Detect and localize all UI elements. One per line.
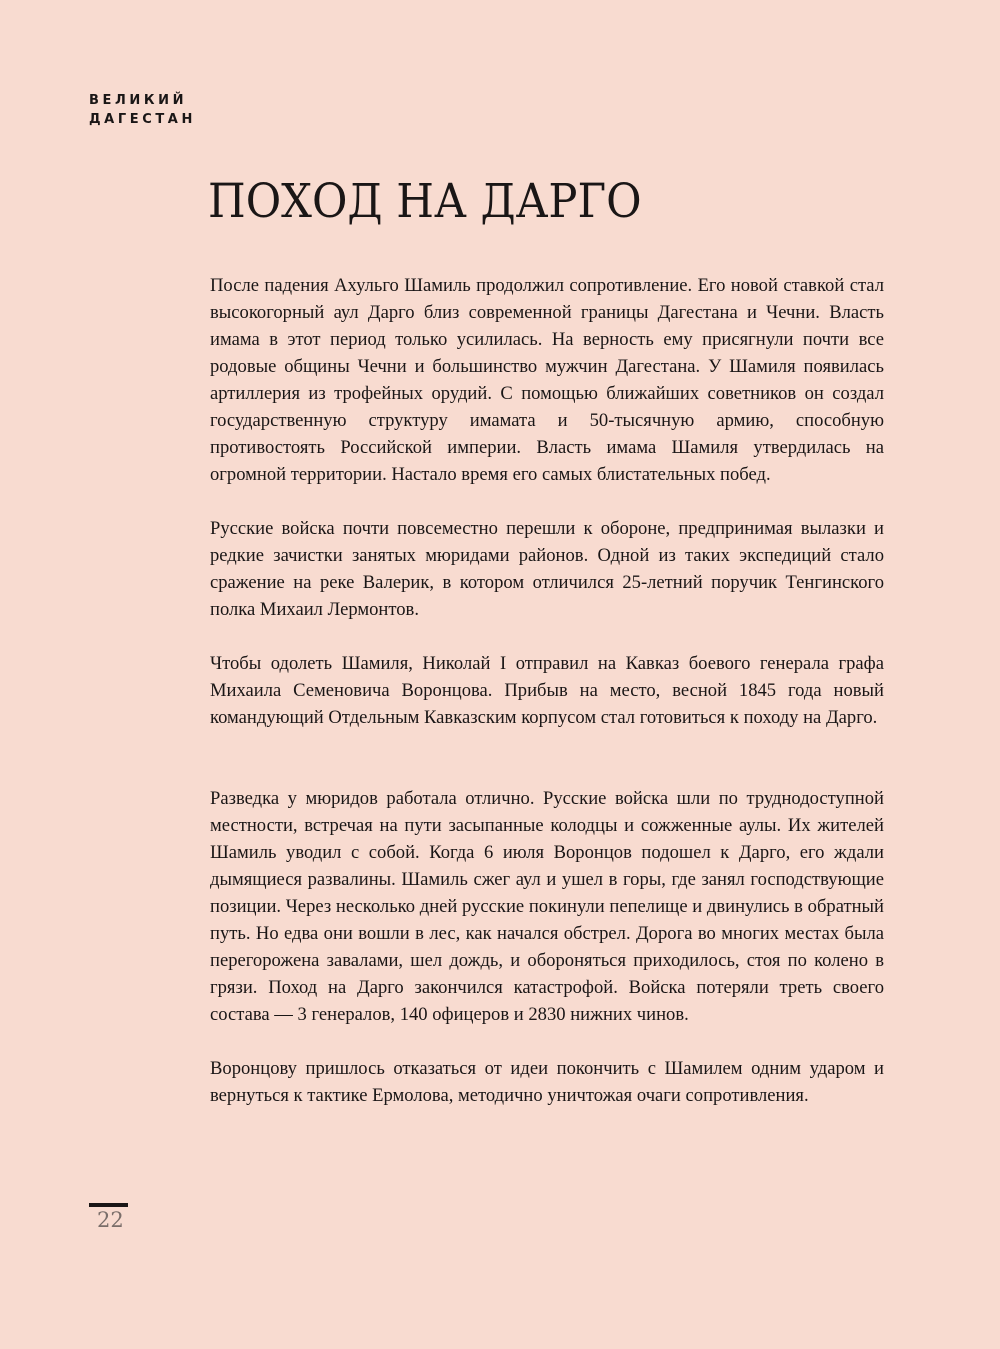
page-number-bar: [89, 1203, 128, 1207]
paragraph-5: Воронцову пришлось отказаться от идеи покончить с Шамилем одним ударом и вернуться к тактике Ермолова, методично уничтожая очаги сопротивления.: [210, 1058, 884, 1106]
article-body: [210, 272, 884, 1109]
paragraph-4: Разведка у мюридов работала отлично. Русские войска шли по труднодоступной местности, встречая на пути засыпанные колодцы и сожженные аулы. Их жителей Шамиль уводил с собой. Когда 6 июля Воронцов подошел к Дарго, его ждали дымящиеся развалины. Шамиль сжег аул и ушел в горы, где занял господствующие позиции. Через несколько дней русские покинули пепелище и двинулись в обратный путь. Но едва они вошли в лес, как начался обстрел. Дорога во многих местах была перегорожена завалами, шел дождь, и обороняться приходилось, стоя по колено в грязи. Поход на Дарго закончился катастрофой. Войска потеряли треть своего состава — 3 генералов, 140 офицеров и 2830 нижних чинов.: [210, 788, 884, 1025]
page-title: ПОХОД НА ДАРГО: [208, 174, 642, 229]
page-number: 22: [97, 1208, 124, 1232]
paragraph-2: Русские войска почти повсеместно перешли к обороне, предпринимая вылазки и редкие зачистки занятых мюридами районов. Одной из таких экспедиций стало сражение на реке Валерик, в котором отличился 25-летний поручик Тенгинского полка Михаил Лермонтов.: [210, 518, 884, 620]
section-header-line2: ДАГЕСТАН: [89, 112, 196, 127]
paragraph-1: После падения Ахульго Шамиль продолжил сопротивление. Его новой ставкой стал высокогорный аул Дарго близ современной границы Дагестана и Чечни. Власть имама в этот период только усилилась. На верность ему присягнули почти все родовые общины Чечни и большинство мужчин Дагестана. У Шамиля появилась артиллерия из трофейных орудий. С помощью ближайших советников он создал государственную структуру имамата и 50-тысячную армию, способную противостоять Российской империи. Власть имама Шамиля утвердилась на огромной территории. Настало время его самых блистательных побед.: [210, 275, 884, 485]
paragraph-3: Чтобы одолеть Шамиля, Николай I отправил на Кавказ боевого генерала графа Михаила Семеновича Воронцова. Прибыв на место, весной 1845 года новый командующий Отдельным Кавказским корпусом стал готовиться к походу на Дарго.: [210, 653, 884, 728]
section-header-line1: ВЕЛИКИЙ: [89, 93, 188, 108]
section-header: [89, 91, 196, 129]
